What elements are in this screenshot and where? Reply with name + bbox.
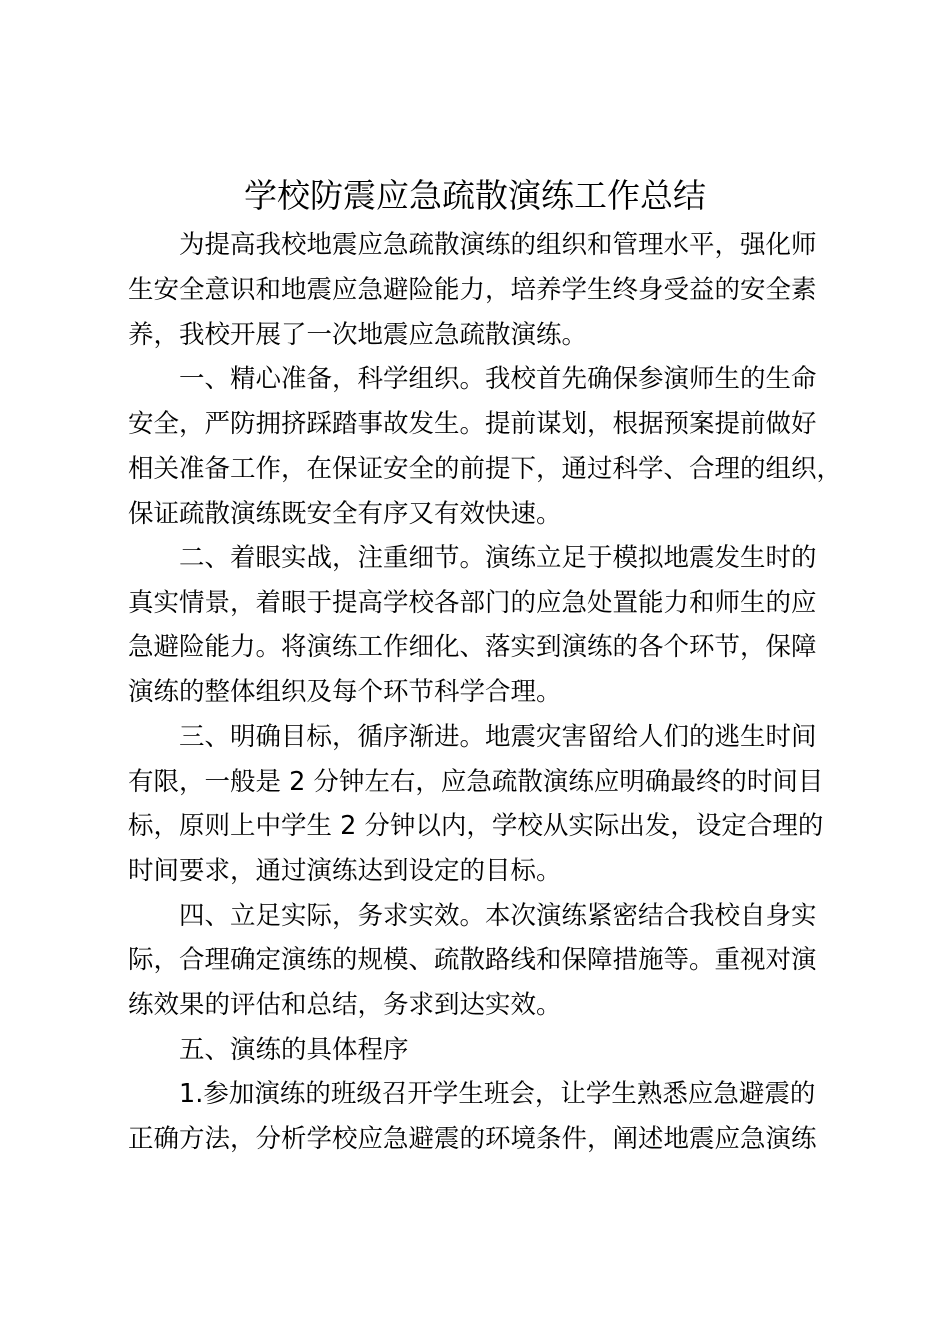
paragraph-line: 演练的整体组织及每个环节科学合理。 [128, 677, 562, 707]
document-title: 学校防震应急疏散演练工作总结 [244, 176, 706, 215]
paragraph-line: 际，合理确定演练的规模、疏散路线和保障措施等。重视对演 [128, 945, 817, 975]
paragraph-line: 三、明确目标，循序渐进。地震灾害留给人们的逃生时间 [179, 722, 817, 752]
paragraph-line: 生安全意识和地震应急避险能力，培养学生终身受益的安全素 [128, 275, 817, 305]
section-heading: 五、演练的具体程序 [179, 1035, 409, 1065]
paragraph-line: 标，原则上中学生 2 分钟以内，学校从实际出发，设定合理的 [128, 811, 824, 841]
paragraph-line: 真实情景，着眼于提高学校各部门的应急处置能力和师生的应 [128, 588, 817, 618]
paragraph-line: 练效果的评估和总结，务求到达实效。 [128, 990, 562, 1020]
paragraph-line: 四、立足实际，务求实效。本次演练紧密结合我校自身实 [179, 901, 817, 931]
paragraph-line: 为提高我校地震应急疏散演练的组织和管理水平，强化师 [179, 230, 817, 260]
paragraph-line: 1.参加演练的班级召开学生班会，让学生熟悉应急避震的 [179, 1079, 816, 1109]
paragraph-line: 正确方法，分析学校应急避震的环境条件，阐述地震应急演练 [128, 1124, 817, 1154]
paragraph-line: 相关准备工作，在保证安全的前提下，通过科学、合理的组织， [128, 454, 843, 484]
paragraph-line: 保证疏散演练既安全有序又有效快速。 [128, 499, 562, 529]
paragraph-line: 养，我校开展了一次地震应急疏散演练。 [128, 320, 588, 350]
paragraph-line: 时间要求，通过演练达到设定的目标。 [128, 856, 562, 886]
paragraph-line: 二、着眼实战，注重细节。演练立足于模拟地震发生时的 [179, 543, 817, 573]
paragraph-line: 急避险能力。将演练工作细化、落实到演练的各个环节，保障 [128, 632, 817, 662]
paragraph-line: 有限，一般是 2 分钟左右，应急疏散演练应明确最终的时间目 [128, 767, 824, 797]
paragraph-line: 一、精心准备，科学组织。我校首先确保参演师生的生命 [179, 364, 817, 394]
paragraph-line: 安全，严防拥挤踩踏事故发生。提前谋划，根据预案提前做好 [128, 409, 817, 439]
